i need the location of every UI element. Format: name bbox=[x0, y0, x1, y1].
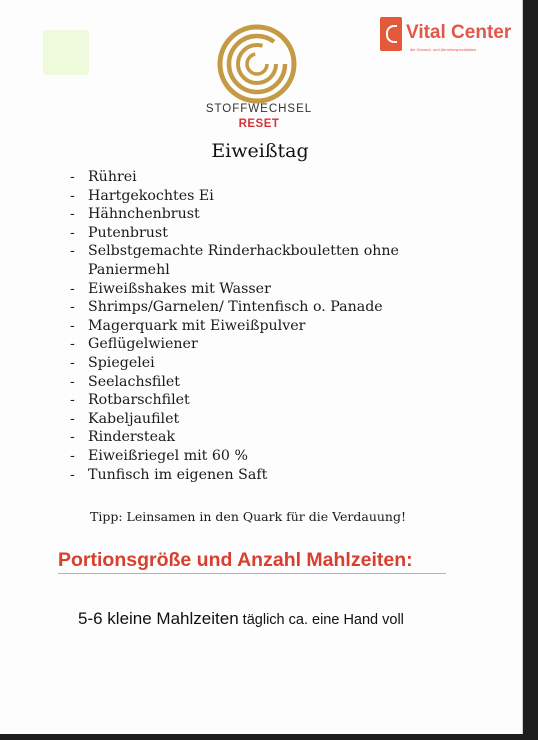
brand-subname: RESET bbox=[238, 118, 280, 130]
list-item bbox=[70, 447, 410, 466]
brand-name: STOFFWECHSEL bbox=[205, 103, 313, 115]
dash-bullet: - bbox=[70, 354, 75, 371]
list-item bbox=[70, 466, 410, 485]
heading-underline bbox=[58, 573, 446, 574]
dash-bullet: - bbox=[70, 243, 75, 260]
list-item bbox=[70, 428, 410, 447]
dash-bullet: - bbox=[70, 447, 75, 464]
list-item-label: Kabeljaufilet bbox=[88, 410, 180, 427]
list-item-label: Eiweißshakes mit Wasser bbox=[88, 280, 271, 297]
list-item bbox=[70, 373, 410, 392]
list-item bbox=[70, 168, 410, 187]
dash-bullet: - bbox=[70, 373, 75, 390]
dash-bullet: - bbox=[70, 336, 75, 353]
list-item-label: Spiegelei bbox=[88, 354, 155, 371]
dash-bullet: - bbox=[70, 224, 75, 241]
list-item-label: Rindersteak bbox=[88, 429, 176, 446]
list-item-label: Rührei bbox=[88, 169, 137, 185]
dash-bullet: - bbox=[70, 187, 75, 204]
list-item-label: Eiweißriegel mit 60 % bbox=[88, 447, 248, 464]
list-item-label: Tunfisch im eigenen Saft bbox=[88, 466, 268, 483]
portion-text-small: täglich ca. eine Hand voll bbox=[238, 612, 404, 628]
list-item bbox=[70, 317, 410, 336]
sticky-note bbox=[43, 30, 89, 75]
list-item-label: Shrimps/Garnelen/ Tintenfisch o. Panade bbox=[88, 299, 383, 316]
portion-heading: Portionsgröße und Anzahl Mahlzeiten: bbox=[58, 549, 413, 571]
spiral-logo-icon bbox=[216, 23, 298, 105]
vital-center-name: Vital Center bbox=[406, 22, 512, 43]
dash-bullet: - bbox=[70, 410, 75, 427]
page-title: Eiweißtag bbox=[211, 140, 309, 162]
list-item bbox=[70, 224, 410, 243]
dash-bullet: - bbox=[70, 429, 75, 446]
list-item bbox=[70, 280, 410, 299]
vital-center-logo bbox=[380, 17, 512, 57]
list-item bbox=[70, 354, 410, 373]
vital-center-icon bbox=[380, 17, 402, 51]
list-item bbox=[70, 205, 410, 224]
list-item-label: Putenbrust bbox=[88, 224, 168, 241]
list-item bbox=[70, 335, 410, 354]
dash-bullet: - bbox=[70, 206, 75, 223]
tip-text: Tipp: Leinsamen in den Quark für die Verdauung! bbox=[90, 509, 407, 524]
vital-center-tagline: die Gesund- und Abnehmspezialisten bbox=[410, 47, 477, 52]
dash-bullet: - bbox=[70, 280, 75, 297]
portion-text bbox=[78, 609, 404, 629]
dash-bullet: - bbox=[70, 169, 75, 185]
list-item-label: Magerquark mit Eiweißpulver bbox=[88, 317, 306, 334]
list-item-label: Selbstgemachte Rinderhackbouletten ohne Paniermehl bbox=[88, 243, 399, 278]
list-item bbox=[70, 410, 410, 429]
food-list bbox=[70, 168, 410, 484]
list-item-label: Seelachsfilet bbox=[88, 373, 180, 390]
dash-bullet: - bbox=[70, 317, 75, 334]
portion-text-large: 5-6 kleine Mahlzeiten bbox=[78, 609, 239, 628]
list-item-label: Hartgekochtes Ei bbox=[88, 187, 214, 204]
dash-bullet: - bbox=[70, 466, 75, 483]
list-item bbox=[70, 391, 410, 410]
list-item-label: Rotbarschfilet bbox=[88, 392, 190, 409]
dash-bullet: - bbox=[70, 392, 75, 409]
list-item bbox=[70, 187, 410, 206]
list-item bbox=[70, 298, 410, 317]
list-item bbox=[70, 242, 410, 279]
list-item-label: Hähnchenbrust bbox=[88, 206, 200, 223]
list-item-label: Geflügelwiener bbox=[88, 336, 198, 353]
dash-bullet: - bbox=[70, 299, 75, 316]
